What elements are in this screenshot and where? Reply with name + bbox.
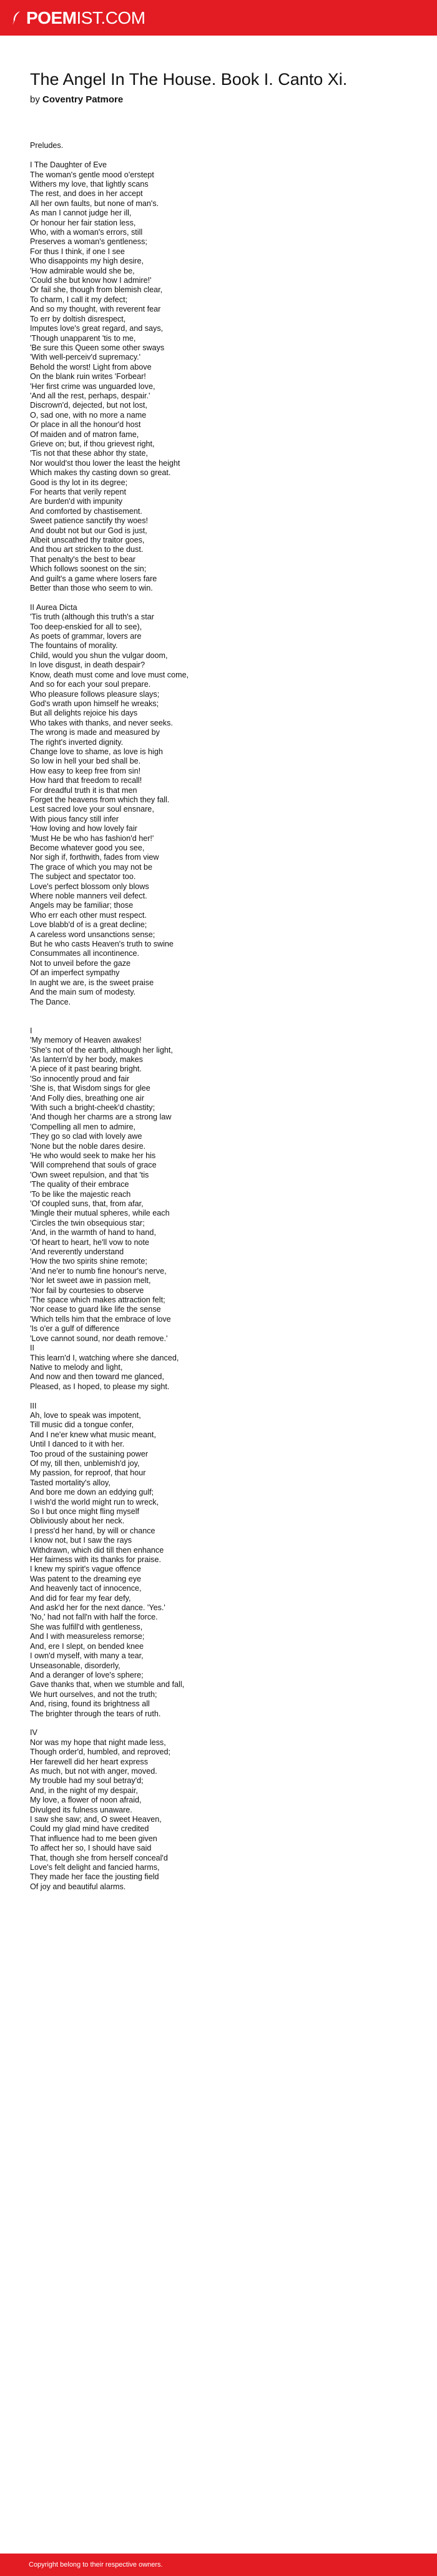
- poem-line: Divulged its fulness unaware.: [30, 1805, 132, 1814]
- poem-line: The grace of which you may not be: [30, 862, 153, 872]
- poem-line: 'Nor cease to guard like life the sense: [30, 1305, 161, 1314]
- poem-line: Her fairness with its thanks for praise.: [30, 1555, 161, 1565]
- poem-line: Gave thanks that, when we stumble and fall,: [30, 1680, 185, 1689]
- poem-line: 'To be like the majestic reach: [30, 1189, 131, 1199]
- poem-line: IV: [30, 1728, 37, 1738]
- by-label: by: [30, 94, 40, 106]
- poem-line: God's wrath upon himself he wreaks;: [30, 699, 159, 708]
- poem-line: Of joy and beautiful alarms.: [30, 1882, 126, 1891]
- poem-line: 'Tis truth (although this truth's a star: [30, 612, 154, 622]
- poem-line: My trouble had my soul betray'd;: [30, 1776, 144, 1786]
- poem-line: 'And Folly dies, breathing one air: [30, 1093, 145, 1103]
- poem-line: And thou art stricken to the dust.: [30, 545, 144, 554]
- poem-line: [30, 1016, 407, 1026]
- poem-line: Change love to shame, as love is high: [30, 747, 163, 756]
- poem-line: 'With such a bright-cheek'd chastity;: [30, 1103, 155, 1112]
- poem-line: I saw she saw; and, O sweet Heaven,: [30, 1814, 162, 1824]
- poem-line: That, though she from herself conceal'd: [30, 1853, 168, 1862]
- poem-line: Pleased, as I hoped, to please my sight.: [30, 1382, 170, 1391]
- poem-body: [30, 141, 407, 1892]
- poem-line: Who takes with thanks, and never seeks.: [30, 718, 173, 727]
- poem-line: 'Of coupled suns, that, from afar,: [30, 1199, 144, 1209]
- poem-line: 'The quality of their embrace: [30, 1180, 129, 1189]
- poem-line: Good is thy lot in its degree;: [30, 478, 128, 487]
- poem-line: Where noble manners veil defect.: [30, 892, 147, 901]
- poem-line: Love's felt delight and fancied harms,: [30, 1863, 160, 1872]
- poem-line: 'Of heart to heart, he'll vow to note: [30, 1237, 150, 1247]
- poem-line: The woman's gentle mood o'erstept: [30, 170, 154, 179]
- poem-line: And ask'd her for the next dance. 'Yes.': [30, 1603, 165, 1613]
- poem-line: But he who casts Heaven's truth to swine: [30, 940, 174, 949]
- poem-line: The wrong is made and measured by: [30, 728, 160, 737]
- poem-line: That influence had to me been given: [30, 1834, 157, 1843]
- poem-line: 'Her first crime was unguarded love,: [30, 381, 155, 391]
- poem-line: And heavenly tact of innocence,: [30, 1584, 142, 1593]
- poem-line: Unseasonable, disorderly,: [30, 1661, 120, 1670]
- poem-line: And so my thought, with reverent fear: [30, 305, 161, 314]
- poem-line: And the main sum of modesty.: [30, 988, 136, 997]
- logo-text: POEMIST.COM: [26, 7, 145, 27]
- poem-line: 'Mingle their mutual spheres, while each: [30, 1209, 170, 1218]
- poem-line: 'Will comprehend that souls of grace: [30, 1161, 157, 1170]
- poem-line: Not to unveil before the gaze: [30, 958, 131, 968]
- poem-line: In aught we are, is the sweet praise: [30, 978, 154, 987]
- poem-line: 'Own sweet repulsion, and that 'tis: [30, 1170, 149, 1179]
- poem-line: Which follows soonest on the sin;: [30, 564, 147, 574]
- poem-line: 'As lantern'd by her body, makes: [30, 1054, 143, 1064]
- poem-line: And guilt's a game where losers fare: [30, 574, 157, 583]
- poem-line: 'And reverently understand: [30, 1247, 124, 1257]
- poem-line: 'How the two spirits shine remote;: [30, 1257, 147, 1266]
- poem-line: And now and then toward me glanced,: [30, 1372, 164, 1382]
- poem-line: [30, 1392, 407, 1401]
- poem-line: 'How loving and how lovely fair: [30, 824, 137, 833]
- poem-line: Until I danced to it with her.: [30, 1440, 125, 1449]
- poem-line: 'Which tells him that the embrace of love: [30, 1314, 171, 1324]
- poem-line: With pious fancy still infer: [30, 814, 119, 823]
- poem-line: Could my glad mind have credited: [30, 1824, 149, 1834]
- poem-line: Though order'd, humbled, and reproved;: [30, 1748, 171, 1757]
- poem-line: Better than those who seem to win.: [30, 584, 153, 593]
- poem-line: Sweet patience sanctify thy woes!: [30, 516, 149, 526]
- poem-line: The subject and spectator too.: [30, 872, 136, 882]
- poem-line: I The Daughter of Eve: [30, 160, 107, 170]
- poem-line: And, ere I slept, on bended knee: [30, 1641, 144, 1651]
- poem-line: II: [30, 1344, 34, 1353]
- poem-line: Who pleasure follows pleasure slays;: [30, 689, 160, 699]
- poem-line: 'Though unapparent 'tis to me,: [30, 333, 136, 343]
- poem-line: As poets of grammar, lovers are: [30, 632, 142, 641]
- poem-line: In love disgust, in death despair?: [30, 661, 145, 670]
- poem-line: I wish'd the world might run to wreck,: [30, 1497, 159, 1507]
- poem-line: But all delights rejoice his days: [30, 709, 138, 718]
- poem-line: 'No,' had not fall'n with half the force.: [30, 1613, 158, 1622]
- poem-line: Which makes thy casting down so great.: [30, 468, 171, 478]
- poem-line: Too deep-enskied for all to see),: [30, 622, 142, 631]
- poem-line: That penalty's the best to bear: [30, 554, 136, 564]
- poem-line: [30, 151, 407, 160]
- poem-line: I press'd her hand, by will or chance: [30, 1526, 155, 1535]
- poem-line: Consummates all incontinence.: [30, 949, 140, 958]
- poem-line: So low in hell your bed shall be.: [30, 757, 141, 766]
- poem-line: 'Could she but know how I admire!': [30, 276, 152, 285]
- poem-line: My love, a flower of noon afraid,: [30, 1796, 142, 1805]
- poem-line: Albeit unscathed thy traitor goes,: [30, 536, 145, 545]
- poem-line: Are burden'd with impunity: [30, 497, 123, 506]
- poem-line: The Dance.: [30, 997, 71, 1006]
- site-footer: [0, 2554, 437, 2576]
- poem-line: 'They go so clad with lovely awe: [30, 1132, 142, 1141]
- poem-line: Obliviously about her neck.: [30, 1517, 125, 1526]
- poem-line: A careless word unsanctions sense;: [30, 930, 155, 939]
- poem-line: And doubt not but our God is just,: [30, 526, 147, 535]
- poem-line: Or place in all the honour'd host: [30, 420, 141, 430]
- poem-line: O, sad one, with no more a name: [30, 410, 147, 420]
- poem-line: Forget the heavens from which they fall.: [30, 795, 170, 804]
- poem-line: The fountains of morality.: [30, 641, 118, 651]
- quill-pen-icon: [11, 11, 22, 26]
- poem-line: I know not, but I saw the rays: [30, 1536, 132, 1545]
- poem-line: 'A piece of it past bearing bright.: [30, 1064, 142, 1074]
- poem-line: [30, 1719, 407, 1728]
- poem-line: Who, with a woman's errors, still: [30, 228, 143, 237]
- poem-line: Withdrawn, which did till then enhance: [30, 1545, 164, 1555]
- poem-line: And a deranger of love's sphere;: [30, 1670, 144, 1679]
- poem-line: Native to melody and light,: [30, 1362, 123, 1372]
- poem-line: Nor was my hope that night made less,: [30, 1738, 166, 1747]
- poem-line: II Aurea Dicta: [30, 602, 77, 612]
- poem-line: Lest sacred love your soul ensnare,: [30, 805, 154, 814]
- poem-line: 'She is, that Wisdom sings for glee: [30, 1084, 150, 1093]
- poem-line: 'How admirable would she be,: [30, 266, 135, 275]
- poem-line: [30, 593, 407, 602]
- site-header: [0, 0, 437, 36]
- poem-line: Of my, till then, unblemish'd joy,: [30, 1458, 140, 1468]
- poem-line: So I but once might fling myself: [30, 1507, 139, 1516]
- poem-line: 'Must He be who has fashion'd her!': [30, 833, 154, 843]
- poem-line: III: [30, 1401, 37, 1410]
- poem-content: [0, 36, 437, 1892]
- poem-line: How easy to keep free from sin!: [30, 766, 141, 775]
- poem-line: To charm, I call it my defect;: [30, 295, 128, 304]
- poem-line: Child, would you shun the vulgar doom,: [30, 651, 168, 660]
- poem-line: How hard that freedom to recall!: [30, 776, 142, 785]
- site-logo[interactable]: [11, 9, 145, 27]
- poem-line: And bore me down an eddying gulf;: [30, 1488, 154, 1497]
- poem-line: Nor would'st thou lower the least the height: [30, 458, 180, 468]
- poem-line: For hearts that verily repent: [30, 488, 126, 496]
- poem-line: 'Be sure this Queen some other sways: [30, 343, 165, 352]
- poem-line: Or honour her fair station less,: [30, 218, 136, 227]
- poem-line: And, in the night of my despair,: [30, 1786, 138, 1795]
- poem-line: Who err each other must respect.: [30, 910, 147, 920]
- poem-line: All her own faults, but none of man's.: [30, 199, 159, 208]
- poem-line: Preserves a woman's gentleness;: [30, 237, 147, 247]
- poem-line: 'And though her charms are a strong law: [30, 1113, 172, 1122]
- poem-line: Become whatever good you see,: [30, 843, 145, 853]
- poem-line: Of an imperfect sympathy: [30, 968, 120, 978]
- poem-line: 'Circles the twin obsequious star;: [30, 1218, 145, 1227]
- copyright-text: Copyright belong to their respective owners.: [29, 2561, 163, 2569]
- poem-line: 'So innocently proud and fair: [30, 1074, 130, 1083]
- poem-line: My passion, for reproof, that hour: [30, 1468, 146, 1478]
- poem-line: Behold the worst! Light from above: [30, 362, 152, 371]
- poem-line: The brighter through the tears of ruth.: [30, 1709, 161, 1718]
- poem-line: 'Nor fail by courtesies to observe: [30, 1286, 144, 1295]
- poem-line: I knew my spirit's vague offence: [30, 1565, 141, 1574]
- poem-line: As man I cannot judge her ill,: [30, 209, 132, 218]
- poem-line: Ah, love to speak was impotent,: [30, 1410, 141, 1420]
- poem-line: 'None but the noble dares desire.: [30, 1141, 146, 1151]
- poem-line: For thus I think, if one I see: [30, 247, 125, 256]
- poem-line: And did for fear my fear defy,: [30, 1593, 131, 1603]
- poem-title: The Angel In The House. Book I. Canto Xi.: [30, 70, 348, 89]
- poem-line: Imputes love's great regard, and says,: [30, 324, 164, 333]
- poem-line: Her farewell did her heart express: [30, 1757, 148, 1766]
- poem-line: 'My memory of Heaven awakes!: [30, 1036, 142, 1045]
- poem-line: Angels may be familiar; those: [30, 901, 134, 910]
- poem-line: Love blabb'd of is a great decline;: [30, 920, 147, 930]
- poem-line: The rest, and does in her accept: [30, 189, 143, 199]
- poem-line: 'The space which makes attraction felt;: [30, 1295, 165, 1305]
- poem-line: The right's inverted dignity.: [30, 737, 124, 747]
- poem-line: 'With well-perceiv'd supremacy.': [30, 353, 141, 362]
- poem-line: And I ne'er knew what music meant,: [30, 1430, 156, 1439]
- poem-line: 'Nor let sweet awe in passion melt,: [30, 1276, 151, 1286]
- poem-line: We hurt ourselves, and not the truth;: [30, 1689, 157, 1699]
- poem-line: Discrown'd, dejected, but not lost,: [30, 401, 147, 410]
- poem-line: 'She's not of the earth, although her light,: [30, 1045, 173, 1054]
- poem-line: 'He who would seek to make her his: [30, 1151, 156, 1160]
- poem-line: Nor sigh if, forthwith, fades from view: [30, 853, 159, 862]
- poem-line: 'And all the rest, perhaps, despair.': [30, 391, 150, 400]
- poem-line: Or fail she, though from blemish clear,: [30, 285, 163, 295]
- poem-line: Who disappoints my high desire,: [30, 257, 144, 266]
- poem-line: Love's perfect blossom only blows: [30, 882, 149, 891]
- author-link[interactable]: Coventry Patmore: [42, 94, 124, 106]
- poem-line: This learn'd I, watching where she danced,: [30, 1353, 179, 1362]
- poem-line: 'Compelling all men to admire,: [30, 1122, 135, 1131]
- poem-line: And so for each your soul prepare.: [30, 680, 151, 689]
- poem-line: To affect her so, I should have said: [30, 1844, 152, 1853]
- poem-line: 'Is o'er a gulf of difference: [30, 1324, 120, 1334]
- poem-line: And comforted by chastisement.: [30, 506, 142, 516]
- poem-line: Till music did a tongue confer,: [30, 1420, 134, 1430]
- poem-line: 'Tis not that these abhor thy state,: [30, 449, 148, 458]
- poem-line: 'And, in the warmth of hand to hand,: [30, 1228, 156, 1237]
- byline: [30, 94, 407, 105]
- poem-line: To err by doltish disrespect,: [30, 314, 126, 323]
- poem-line: Withers my love, that lightly scans: [30, 180, 149, 189]
- poem-line: Of maiden and of matron fame,: [30, 430, 139, 439]
- poem-line: Grieve on; but, if thou grievest right,: [30, 439, 155, 448]
- poem-line: Preludes.: [30, 141, 64, 150]
- poem-line: I own'd myself, with many a tear,: [30, 1651, 144, 1661]
- poem-line: And I with measureless remorse;: [30, 1632, 145, 1641]
- poem-line: Know, death must come and love must come,: [30, 670, 189, 679]
- poem-line: 'And ne'er to numb fine honour's nerve,: [30, 1266, 167, 1276]
- poem-line: She was fulfill'd with gentleness,: [30, 1622, 143, 1631]
- poem-line: [30, 1007, 407, 1016]
- poem-line: And, rising, found its brightness all: [30, 1699, 150, 1709]
- poem-line: 'Love cannot sound, nor death remove.': [30, 1334, 168, 1343]
- poem-line: As much, but not with anger, moved.: [30, 1766, 157, 1776]
- poem-line: For dreadful truth it is that men: [30, 785, 137, 795]
- poem-line: Tasted mortality's alloy,: [30, 1478, 110, 1487]
- poem-line: I: [30, 1026, 32, 1035]
- poem-line: They made her face the jousting field: [30, 1872, 159, 1882]
- poem-line: Too proud of the sustaining power: [30, 1449, 149, 1458]
- poem-line: On the blank ruin writes 'Forbear!: [30, 372, 146, 381]
- poem-line: Was patent to the dreaming eye: [30, 1574, 142, 1583]
